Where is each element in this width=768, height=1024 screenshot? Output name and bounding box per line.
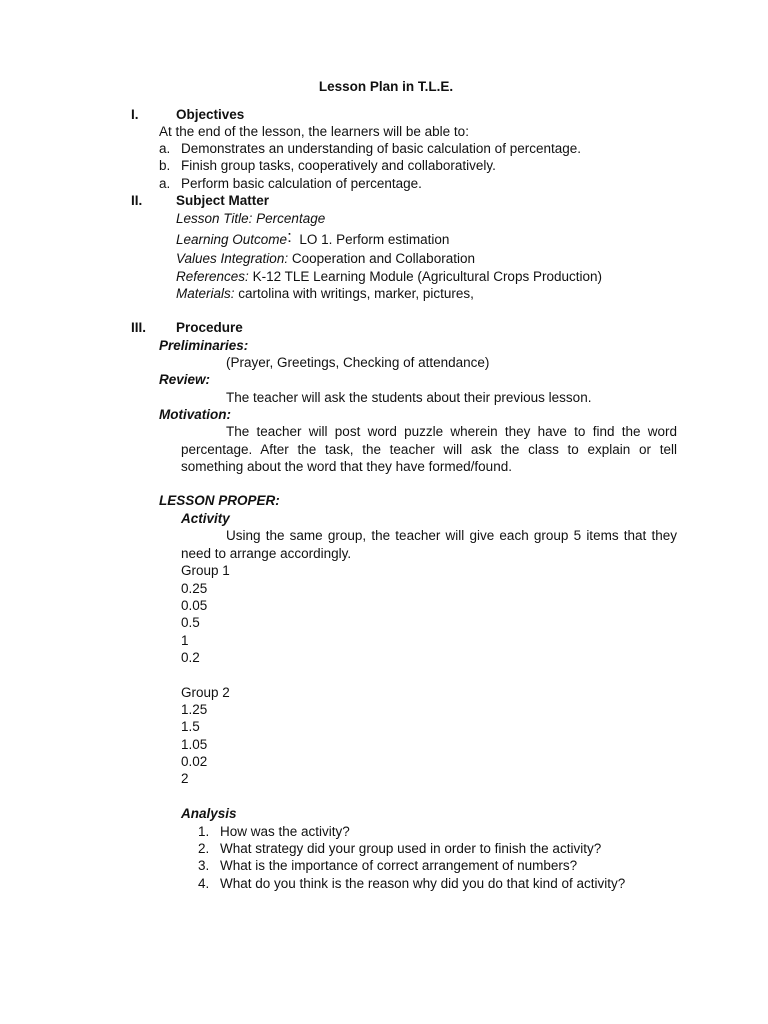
values-value: Cooperation and Collaboration [291, 251, 475, 266]
learning-outcome-label: Learning Outcome [176, 232, 288, 247]
objective-text: Finish group tasks, cooperatively and collaboratively. [181, 158, 496, 173]
analysis-text: What strategy did your group used in order to finish the activity? [220, 841, 602, 856]
group2-item: 2 [181, 771, 189, 786]
learning-outcome-value: LO 1. Perform estimation [299, 232, 450, 247]
motivation-label: Motivation: [159, 407, 231, 422]
group1-item: 0.5 [181, 615, 200, 630]
materials [176, 285, 474, 302]
analysis-label: Analysis [181, 806, 237, 821]
activity-label: Activity [181, 511, 230, 526]
analysis-marker: 4. [198, 876, 210, 891]
group2-item: 1.25 [181, 702, 208, 717]
objectives-intro: At the end of the lesson, the learners will be able to: [159, 124, 469, 139]
review-label: Review: [159, 372, 211, 387]
group1-item: 0.2 [181, 650, 200, 665]
procedure-heading: Procedure [176, 320, 243, 335]
motivation-text: The teacher will post word puzzle wherein they have to find the word percentage. After the task, the teacher will ask the class to explain or tell something about the word that they have formed/found. [181, 424, 677, 474]
analysis-item [198, 857, 577, 874]
group1-item: 0.05 [181, 598, 208, 613]
values-integration [176, 250, 475, 267]
lesson-title: Lesson Title: Percentage [176, 211, 326, 226]
group1-label: Group 1 [181, 563, 230, 578]
materials-label: Materials: [176, 286, 235, 301]
analysis-marker: 1. [198, 824, 210, 839]
analysis-item [198, 875, 625, 892]
analysis-text: What do you think is the reason why did you do that kind of activity? [220, 876, 626, 891]
activity-text: Using the same group, the teacher will give each group 5 items that they need to arrange accordingly. [181, 528, 677, 561]
preliminaries-text: (Prayer, Greetings, Checking of attendance) [226, 355, 490, 370]
objective-text: Perform basic calculation of percentage. [181, 176, 422, 191]
review-text: The teacher will ask the students about their previous lesson. [226, 390, 592, 405]
analysis-text: What is the importance of correct arrangement of numbers? [220, 858, 578, 873]
lesson-proper-heading: LESSON PROPER: [159, 493, 280, 508]
preliminaries-label: Preliminaries: [159, 338, 249, 353]
objective-item [159, 140, 581, 157]
subject-matter-numeral: II. [131, 193, 143, 208]
references [176, 268, 602, 285]
analysis-text: How was the activity? [220, 824, 350, 839]
objective-item [159, 157, 496, 174]
analysis-item [198, 840, 601, 857]
group2-item: 1.5 [181, 719, 200, 734]
values-label: Values Integration: [176, 251, 289, 266]
group2-item: 1.05 [181, 737, 208, 752]
group2-item: 0.02 [181, 754, 208, 769]
analysis-marker: 2. [198, 841, 210, 856]
analysis-item [198, 823, 350, 840]
procedure-numeral: III. [131, 320, 147, 335]
group1-item: 0.25 [181, 581, 208, 596]
learning-outcome-colon: : [287, 227, 292, 246]
activity-paragraph [181, 527, 677, 562]
objectives-heading: Objectives [176, 107, 245, 122]
page-title: Lesson Plan in T.L.E. [318, 79, 454, 94]
group2-label: Group 2 [181, 685, 230, 700]
learning-outcome [176, 227, 450, 248]
objective-text: Demonstrates an understanding of basic calculation of percentage. [181, 141, 581, 156]
subject-matter-heading: Subject Matter [176, 193, 270, 208]
group1-item: 1 [181, 633, 189, 648]
motivation-paragraph [181, 423, 677, 476]
references-label: References: [176, 269, 249, 284]
materials-value: cartolina with writings, marker, pictures, [238, 286, 474, 301]
objective-marker: a. [159, 176, 171, 191]
objective-marker: a. [159, 141, 171, 156]
objectives-numeral: I. [131, 107, 139, 122]
objective-item [159, 175, 422, 192]
objective-marker: b. [159, 158, 171, 173]
references-value: K-12 TLE Learning Module (Agricultural Crops Production) [252, 269, 602, 284]
analysis-marker: 3. [198, 858, 210, 873]
